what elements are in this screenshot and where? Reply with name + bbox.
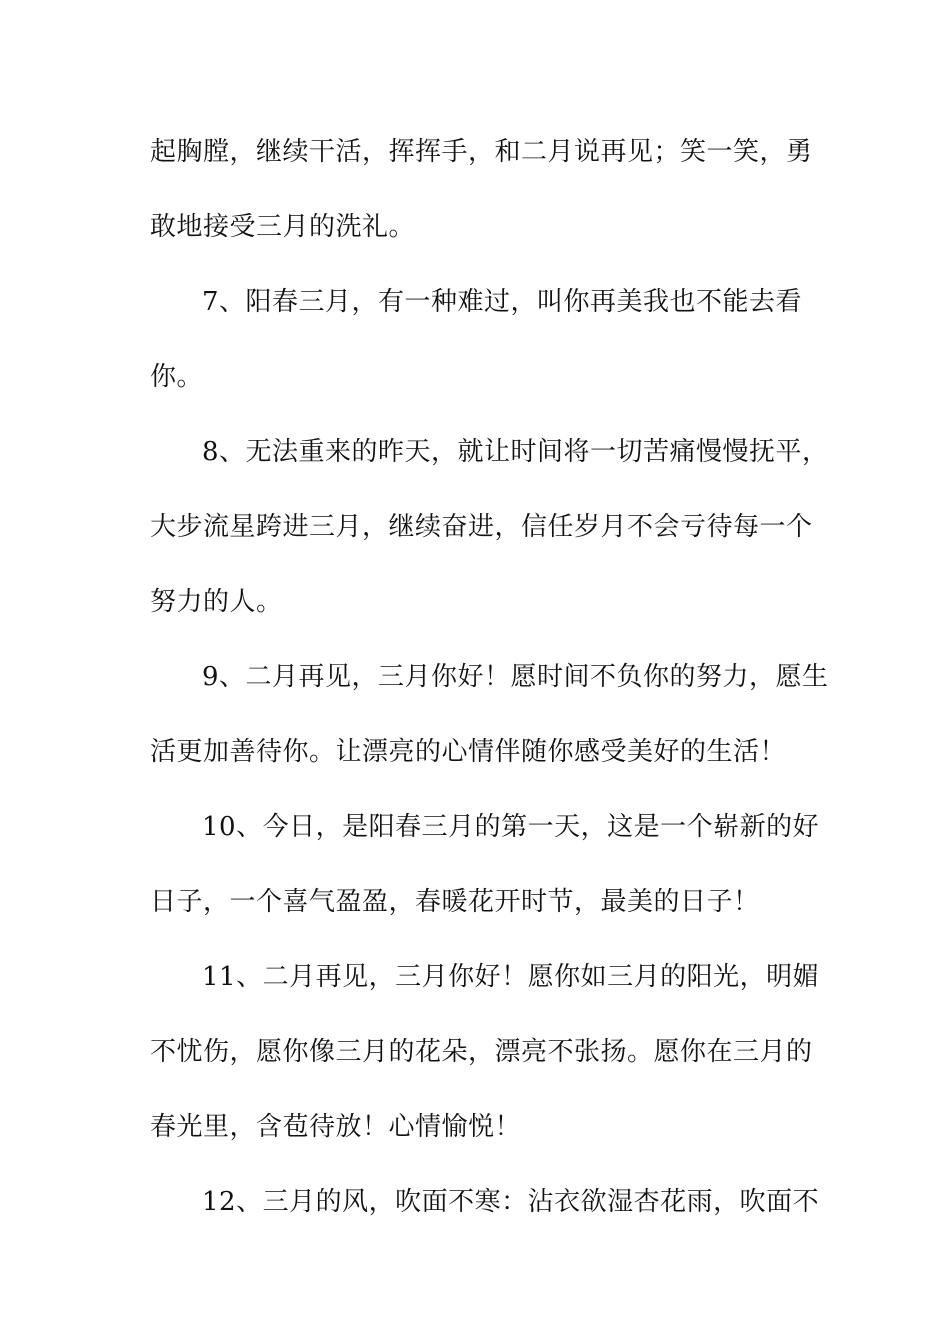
paragraph-start: 9、二月再见，三月你好！愿时间不负你的努力，愿生 <box>202 662 829 692</box>
text-line: 敢地接受三月的洗礼。 <box>150 212 416 242</box>
text-line: 你。 <box>150 362 204 392</box>
text-line: 日子，一个喜气盈盈，春暖花开时节，最美的日子！ <box>150 887 760 917</box>
paragraph-start: 7、阳春三月，有一种难过，叫你再美我也不能去看 <box>202 287 803 317</box>
text-line: 努力的人。 <box>150 587 283 617</box>
paragraph-start: 8、无法重来的昨天，就让时间将一切苦痛慢慢抚平， <box>202 437 829 467</box>
text-line: 大步流星跨进三月，继续奋进，信任岁月不会亏待每一个 <box>150 512 813 542</box>
paragraph-start: 10、今日，是阳春三月的第一天，这是一个崭新的好 <box>202 812 820 842</box>
text-line: 活更加善待你。让漂亮的心情伴随你感受美好的生活！ <box>150 737 787 767</box>
paragraph-start: 12、三月的风，吹面不寒：沾衣欲湿杏花雨，吹面不 <box>202 1187 820 1217</box>
text-line: 春光里，含苞待放！心情愉悦！ <box>150 1112 522 1142</box>
text-line: 起胸膛，继续干活，挥挥手，和二月说再见；笑一笑，勇 <box>150 137 813 167</box>
paragraph-start: 11、二月再见，三月你好！愿你如三月的阳光，明媚 <box>202 962 820 992</box>
text-line: 不忧伤，愿你像三月的花朵，漂亮不张扬。愿你在三月的 <box>150 1037 813 1067</box>
